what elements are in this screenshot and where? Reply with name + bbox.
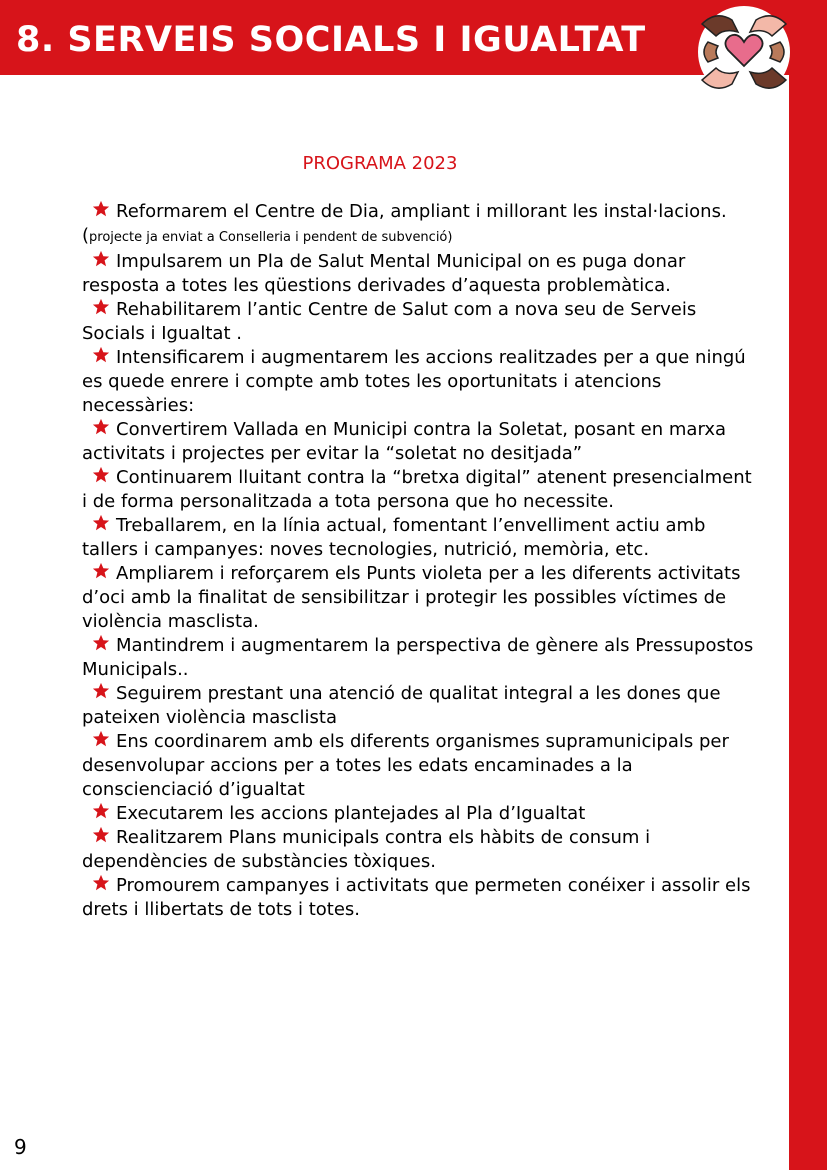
star-icon (92, 514, 110, 532)
star-icon (92, 562, 110, 580)
list-item (82, 874, 762, 922)
list-item-text: Realitzarem Plans municipals contra els hàbits de consum i dependències de substàncies tòxiques. (82, 827, 651, 872)
list-item (82, 562, 762, 634)
list-item-text: Ampliarem i reforçarem els Punts violeta per a les diferents activitats d’oci amb la finalitat de sensibilitzar i protegir les possibles víctimes de violència masclista. (82, 563, 741, 632)
list-item-text: Mantindrem i augmentarem la perspectiva de gènere als Pressupostos Municipals.. (82, 635, 754, 680)
list-item-text: Convertirem Vallada en Municipi contra la Soletat, posant en marxa activitats i projectes per evitar la “soletat no desitjada” (82, 419, 727, 464)
star-icon (92, 298, 110, 316)
list-item-text: Seguirem prestant una atenció de qualitat integral a les dones que pateixen violència masclista (82, 683, 721, 728)
star-icon (92, 418, 110, 436)
list-item-text: Impulsarem un Pla de Salut Mental Municipal on es puga donar resposta a totes les qüestions derivades d’aquesta problemàtica. (82, 251, 686, 296)
star-icon (92, 802, 110, 820)
hands-heart-icon (694, 2, 794, 102)
list-item (82, 802, 762, 826)
list-item (82, 418, 762, 466)
list-item (82, 826, 762, 874)
list-item-text: Reformarem el Centre de Dia, ampliant i millorant les instal·lacions.( (82, 201, 727, 246)
star-icon (92, 730, 110, 748)
list-item-text: Ens coordinarem amb els diferents organismes supramunicipals per desenvolupar accions per a totes les edats encaminades a la conscienciació d’igualtat (82, 731, 729, 800)
program-list (82, 200, 762, 922)
list-item-note: projecte ja enviat a Conselleria i pendent de subvenció) (89, 230, 453, 245)
page-title: 8. SERVEIS SOCIALS I IGUALTAT (16, 20, 646, 60)
side-accent-bar (789, 75, 827, 1170)
star-icon (92, 634, 110, 652)
list-item (82, 682, 762, 730)
star-icon (92, 250, 110, 268)
list-item (82, 730, 762, 802)
list-item (82, 466, 762, 514)
list-item (82, 514, 762, 562)
page-number: 9 (14, 1135, 27, 1159)
list-item-text: Rehabilitarem l’antic Centre de Salut com a nova seu de Serveis Socials i Igualtat . (82, 299, 697, 344)
list-item-text: Continuarem lluitant contra la “bretxa digital” atenent presencialment i de forma personalitzada a tota persona que ho necessite. (82, 467, 752, 512)
star-icon (92, 466, 110, 484)
star-icon (92, 346, 110, 364)
list-item-text: Executarem les accions plantejades al Pla d’Igualtat (116, 803, 586, 824)
list-item (82, 634, 762, 682)
list-item (82, 250, 762, 298)
list-item (82, 298, 762, 346)
list-item-text: Intensificarem i augmentarem les accions realitzades per a que ningú es quede enrere i compte amb totes les oportunitats i atencions necessàries: (82, 347, 746, 416)
list-item (82, 200, 762, 250)
list-item (82, 346, 762, 418)
star-icon (92, 826, 110, 844)
list-item-text: Promourem campanyes i activitats que permeten conéixer i assolir els drets i llibertats de tots i totes. (82, 875, 751, 920)
star-icon (92, 200, 110, 218)
star-icon (92, 682, 110, 700)
program-title: PROGRAMA 2023 (302, 153, 458, 174)
list-item-text: Treballarem, en la línia actual, fomentant l’envelliment actiu amb tallers i campanyes: noves tecnologies, nutrició, memòria, etc. (82, 515, 706, 560)
star-icon (92, 874, 110, 892)
